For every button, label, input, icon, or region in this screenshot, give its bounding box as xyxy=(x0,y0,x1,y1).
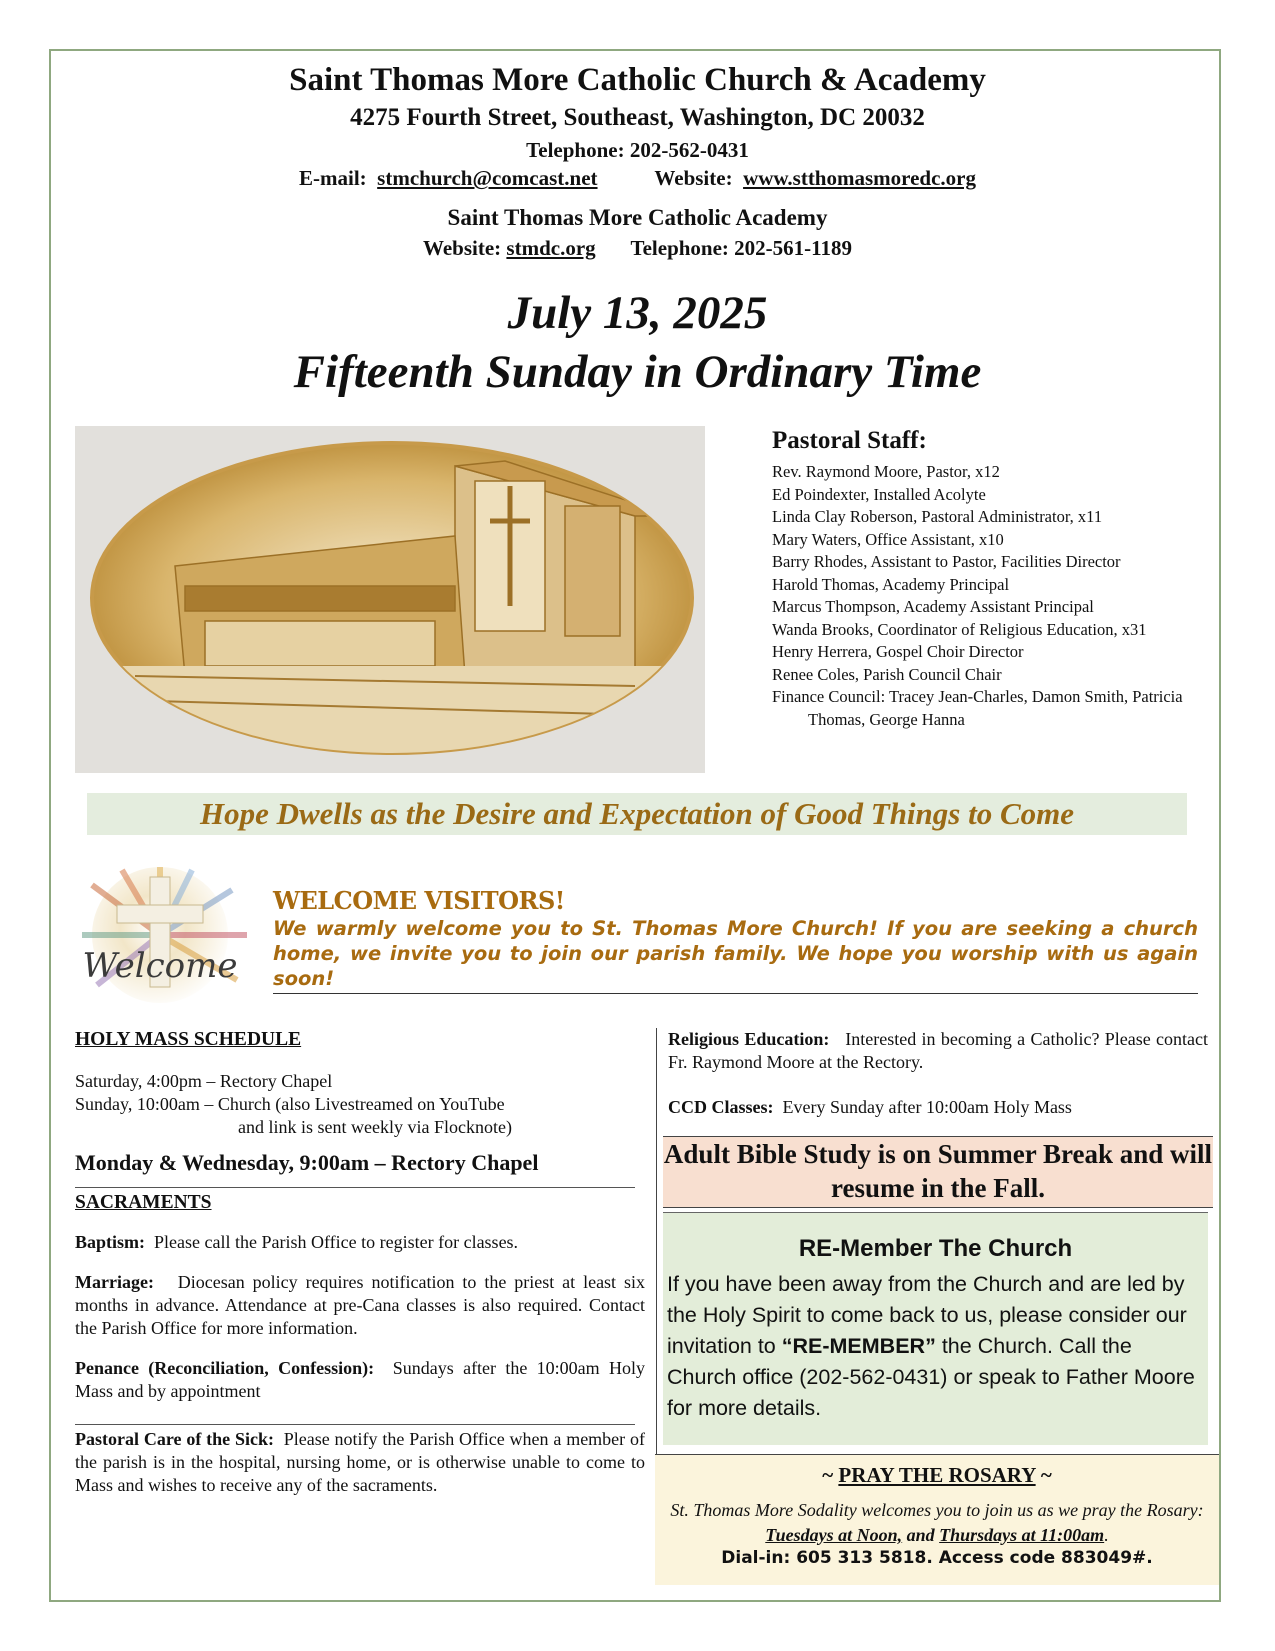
website-label: Website: xyxy=(654,166,733,190)
welcome-title: WELCOME VISITORS! xyxy=(273,886,565,915)
remember-text-a: If you have been away from the Church and are led by the Holy Spirit to come back to us, please consider our invitation to xyxy=(667,1272,1187,1358)
baptism-info xyxy=(75,1231,645,1254)
mass-weekday: Monday & Wednesday, 9:00am – Rectory Chapel xyxy=(75,1150,539,1175)
weekly-theme-banner: Hope Dwells as the Desire and Expectation of Good Things to Come xyxy=(87,793,1187,835)
church-telephone: Telephone: 202-562-0431 xyxy=(526,138,749,162)
liturgical-sunday: Fifteenth Sunday in Ordinary Time xyxy=(293,346,982,398)
divider xyxy=(75,1187,635,1188)
remember-the-church xyxy=(663,1212,1208,1445)
left-column xyxy=(75,1028,645,1497)
rosary-text-a: St. Thomas More Sodality welcomes you to join us as we pray the Rosary: xyxy=(670,1500,1204,1520)
remember-text xyxy=(667,1269,1204,1424)
divider xyxy=(273,993,1198,994)
staff-member: Henry Herrera, Gospel Choir Director xyxy=(772,642,1024,661)
academy-telephone: Telephone: 202-561-1189 xyxy=(630,236,852,260)
church-address: 4275 Fourth Street, Southeast, Washington, DC 20032 xyxy=(350,104,925,131)
academy-name: Saint Thomas More Catholic Academy xyxy=(447,205,828,230)
penance-text: Sundays after the 10:00am Holy Mass and by appointment xyxy=(75,1358,645,1401)
website-link[interactable]: www.stthomasmoredc.org xyxy=(743,166,976,190)
rosary-day-2: Thursdays at 11:00am xyxy=(939,1525,1105,1545)
ccd-text: Every Sunday after 10:00am Holy Mass xyxy=(782,1097,1072,1117)
pastoral-staff xyxy=(772,427,1212,731)
pray-the-rosary xyxy=(655,1454,1219,1585)
mass-sunday: Sunday, 10:00am – Church (also Livestreamed on YouTube xyxy=(75,1094,505,1114)
penance-info xyxy=(75,1357,645,1403)
marriage-label: Marriage: xyxy=(75,1272,154,1292)
academy-contact-line xyxy=(0,236,1275,261)
baptism-text: Please call the Parish Office to register for classes. xyxy=(154,1232,519,1252)
sacraments-title: SACRAMENTS xyxy=(75,1192,212,1213)
church-name: Saint Thomas More Catholic Church & Academy xyxy=(289,62,986,98)
remember-title: RE-Member The Church xyxy=(798,1235,1073,1262)
staff-title: Pastoral Staff: xyxy=(772,427,927,454)
staff-member: Ed Poindexter, Installed Acolyte xyxy=(772,484,986,504)
rosary-title xyxy=(655,1463,1219,1488)
rosary-tilde: ~ xyxy=(1040,1463,1052,1487)
rosary-title-text: PRAY THE ROSARY xyxy=(838,1463,1036,1487)
mass-schedule-title: HOLY MASS SCHEDULE xyxy=(75,1029,302,1050)
ccd-info xyxy=(668,1096,1208,1119)
staff-member: Renee Coles, Parish Council Chair xyxy=(772,664,1002,684)
welcome-cross-image xyxy=(72,865,254,1005)
right-column xyxy=(668,1028,1208,1119)
email-link[interactable]: stmchurch@comcast.net xyxy=(377,166,598,190)
welcome-image-text: Welcome xyxy=(82,946,238,986)
church-building-image xyxy=(75,426,705,773)
divider xyxy=(75,1424,635,1425)
bible-study-notice: Adult Bible Study is on Summer Break and will resume in the Fall. xyxy=(663,1136,1213,1208)
rosary-dial-in: Dial-in: 605 313 5818. Access code 883049#. xyxy=(721,1548,1153,1568)
rosary-tilde: ~ xyxy=(822,1463,834,1487)
marriage-info xyxy=(75,1271,645,1340)
academy-website-label: Website: xyxy=(423,236,502,260)
religious-education-info xyxy=(668,1028,1208,1074)
staff-member: Harold Thomas, Academy Principal xyxy=(772,574,1010,594)
staff-member: Rev. Raymond Moore, Pastor, x12 xyxy=(772,462,1000,481)
staff-member: Barry Rhodes, Assistant to Pastor, Facilities Director xyxy=(772,552,1121,571)
rosary-day-1: Tuesdays at Noon, xyxy=(765,1525,903,1545)
sick-care-label: Pastoral Care of the Sick: xyxy=(75,1429,275,1449)
sick-care-text: Please notify the Parish Office when a member of the parish is in the hospital, nursing home, or is otherwise unable to come to Mass and wishes to receive any of the sacraments. xyxy=(75,1429,646,1495)
academy-website-link[interactable]: stmdc.org xyxy=(506,236,596,260)
marriage-text: Diocesan policy requires notification to the priest at least six months in advance. Attendance at pre-Cana classes is also required. Contact the Parish Office for more information. xyxy=(75,1272,645,1338)
contact-line xyxy=(0,166,1275,191)
ccd-label: CCD Classes: xyxy=(668,1097,774,1117)
sick-care-info xyxy=(75,1428,645,1497)
religious-education-label: Religious Education: xyxy=(668,1029,830,1049)
mass-sunday-cont: and link is sent weekly via Flocknote) xyxy=(238,1117,512,1137)
rosary-and: and xyxy=(906,1525,935,1545)
remember-emphasis: “RE-MEMBER” xyxy=(781,1334,936,1358)
baptism-label: Baptism: xyxy=(75,1232,146,1252)
mass-saturday: Saturday, 4:00pm – Rectory Chapel xyxy=(75,1071,333,1091)
staff-member: Finance Council: Tracey Jean-Charles, Damon Smith, Patricia Thomas, George Hanna xyxy=(772,687,1183,729)
penance-label: Penance (Reconciliation, Confession): xyxy=(75,1358,375,1378)
staff-member: Linda Clay Roberson, Pastoral Administrator, x11 xyxy=(772,507,1103,526)
staff-member: Marcus Thompson, Academy Assistant Principal xyxy=(772,597,1094,616)
remember-text-b: the Church. Call the Church office (202-562-0431) or speak to Father Moore for more details. xyxy=(667,1334,1195,1420)
staff-member: Mary Waters, Office Assistant, x10 xyxy=(772,529,1004,549)
staff-member: Wanda Brooks, Coordinator of Religious Education, x31 xyxy=(772,619,1147,639)
rosary-text: St. Thomas More Sodality welcomes you to join us as we pray the Rosary: Tuesdays at Noon, and Thursdays at 11:00am. xyxy=(670,1500,1204,1545)
bulletin-date: July 13, 2025 xyxy=(507,287,768,339)
religious-education-text: Interested in becoming a Catholic? Please contact Fr. Raymond Moore at the Rectory. xyxy=(668,1029,1209,1072)
welcome-text: We warmly welcome you to St. Thomas More Church! If you are seeking a church home, we invite you to join our parish family. We hope you worship with us again soon! xyxy=(273,917,1198,990)
email-label: E-mail: xyxy=(299,166,367,190)
